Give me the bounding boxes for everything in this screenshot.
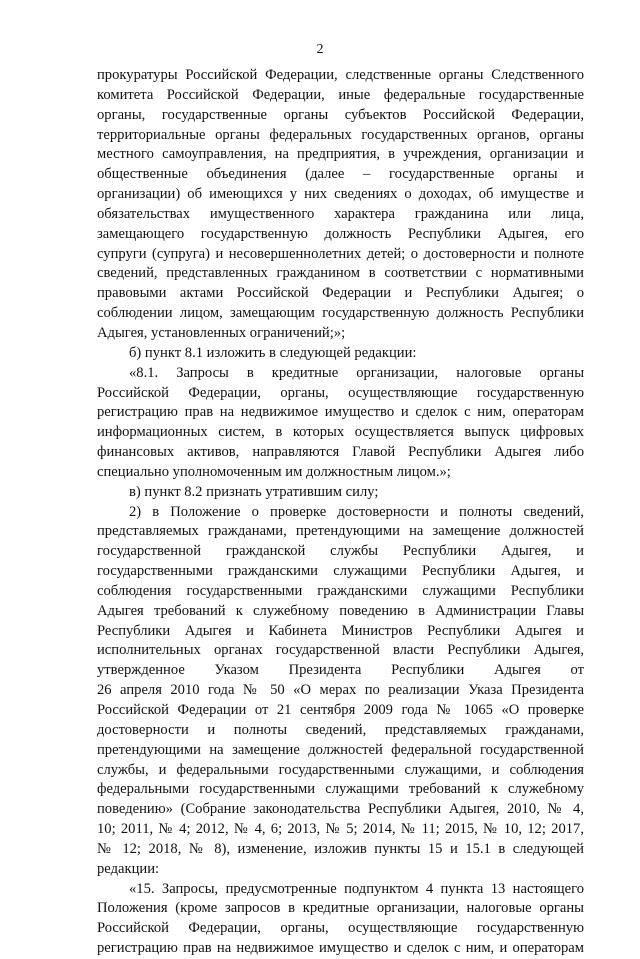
text-line: государственными гражданскими служащими Республики Адыгея, и [97, 563, 584, 580]
text-line: 10; 2011, № 4; 2012, № 4, 6; 2013, № 5; 2014, № 11; 2015, № 10, 12; 2017, [97, 821, 584, 838]
text-line: органы, государственные органы субъектов Российской Федерации, [97, 106, 584, 123]
text-line: «8.1. Запросы в кредитные организации, налоговые органы [129, 364, 584, 381]
text-line: службы, и федеральными государственными служащими, и соблюдения [97, 761, 584, 778]
text-line: территориальные органы федеральных государственных органов, органы [97, 126, 584, 143]
text-line: прокуратуры Российской Федерации, следственные органы Следственного [97, 67, 584, 83]
text-line: соблюдения государственными гражданскими служащими Республики [97, 582, 584, 599]
text-line: исполнительных органах государственной власти Республики Адыгея, [97, 642, 584, 659]
text-line: обязательствах имущественного характера гражданина или лица, [97, 205, 584, 222]
text-line: супруги (супруга) и несовершеннолетних детей; о достоверности и полноте [97, 245, 584, 262]
text-line: Республики Адыгея и Кабинета Министров Республики Адыгея и [97, 622, 584, 639]
text-line: Адыгея, установленных ограничений;»; [97, 324, 346, 341]
text-line: 26 апреля 2010 года № 50 «О мерах по реализации Указа Президента [97, 682, 584, 699]
text-line: претендующими на замещение должностей федеральной государственной [97, 741, 584, 758]
text-line: 2) в Положение о проверке достоверности и полноты сведений, [129, 503, 584, 520]
text-line: федеральными государственными служащими требований к служебному [97, 781, 584, 798]
text-line: регистрацию прав на недвижимое имущество и сделок с ним, операторам [97, 404, 584, 421]
text-line: местного самоуправления, на предприятия, в учреждения, организации и [97, 146, 584, 163]
text-line: правовыми актами Российской Федерации и Республики Адыгея; о [97, 285, 584, 302]
text-line: замещающего государственную должность Республики Адыгея, его [97, 225, 584, 242]
text-line: государственной гражданской службы Республики Адыгея, и [97, 543, 584, 560]
text-line: сведений, представленных гражданином в соответствии с нормативными [97, 265, 584, 282]
text-line: редакции: [97, 860, 160, 877]
text-line: № 12; 2018, № 8), изменение, изложив пункты 15 и 15.1 в следующей [97, 840, 584, 857]
text-line: утвержденное Указом Президента Республики Адыгея от [97, 662, 584, 679]
text-line: «15. Запросы, предусмотренные подпунктом 4 пункта 13 настоящего [129, 880, 584, 897]
text-line: достоверности и полноты сведений, представляемых гражданами, [97, 721, 584, 738]
text-line: в) пункт 8.2 признать утратившим силу; [129, 483, 379, 500]
text-line: представляемых гражданами, претендующими на замещение должностей [97, 523, 584, 540]
text-line: финансовых активов, направляются Главой Республики Адыгея либо [97, 444, 584, 461]
text-line: специально уполномоченным им должностным лицом.»; [97, 463, 451, 480]
text-line: информационных систем, в которых осуществляется выпуск цифровых [97, 424, 584, 441]
text-line: Адыгея требований к служебному поведению в Администрации Главы [97, 602, 584, 619]
document-body [97, 66, 584, 959]
text-line: б) пункт 8.1 изложить в следующей редакции: [129, 344, 417, 361]
text-line: соблюдении лицом, замещающим государственную должность Республики [97, 305, 584, 322]
text-line: организации) об имеющихся у них сведениях о доходах, об имуществе и [97, 186, 584, 203]
text-line: общественные объединения (далее – государственные органы и [97, 166, 584, 183]
page-number: 2 [316, 42, 324, 57]
text-line: регистрацию прав на недвижимое имущество и сделок с ним, и операторам [97, 940, 584, 957]
text-line: комитета Российской Федерации, иные федеральные государственные [97, 86, 584, 103]
text-line: Российской Федерации от 21 сентября 2009 года № 1065 «О проверке [97, 702, 584, 718]
text-line: поведению» (Собрание законодательства Республики Адыгея, 2010, № 4, [97, 801, 584, 818]
text-line: Положения (кроме запросов в кредитные организации, налоговые органы [97, 900, 584, 917]
text-line: Российской Федерации, органы, осуществляющие государственную [97, 920, 584, 937]
text-line: Российской Федерации, органы, осуществляющие государственную [97, 384, 584, 401]
